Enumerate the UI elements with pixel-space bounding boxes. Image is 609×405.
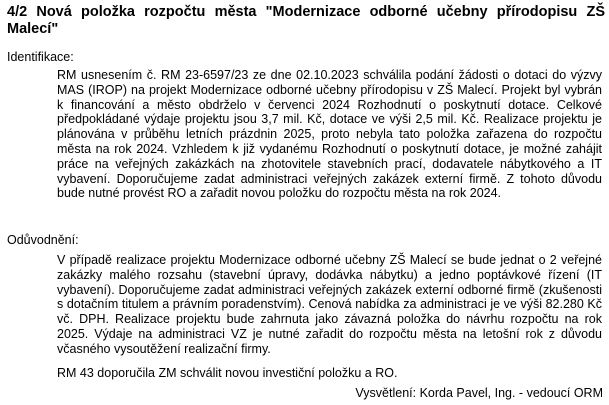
explained-by-signature: Vysvětlení: Korda Pavel, Ing. - vedoucí ORM — [355, 386, 603, 400]
justification-closing-line: RM 43 doporučila ZM schválit novou investiční položku a RO. — [57, 366, 398, 380]
agenda-item-heading: 4/2 Nová položka rozpočtu města "Modernizace odborné učebny přírodopisu ZŠ Malecí" — [7, 4, 605, 37]
justification-label: Odůvodnění: — [7, 233, 79, 247]
identification-label: Identifikace: — [7, 50, 74, 64]
justification-paragraph: V případě realizace projektu Modernizace odborné učebny ZŠ Malecí se bude jednat o 2 veřejné zakázky malého rozsahu (stavební úpravy, dodávka nábytku) a jedno poptávkové řízení (IT vybavení). Doporučujeme zadat administraci veřejných zakázek externí odborné firmě (zkušenosti s dotačním titulem a právním poradenstvím). Cenová nabídka za administraci je ve výši 82.280 Kč vč. DPH. Realizace projektu bude zahrnuta jako závazná položka do návrhu rozpočtu na rok 2025. Výdaje na administraci VZ je nutné zařadit do rozpočtu města na letošní rok z důvodu včasného vysoutěžení realizační firmy. — [57, 253, 602, 356]
identification-paragraph: RM usnesením č. RM 23-6597/23 ze dne 02.10.2023 schválila podání žádosti o dotaci do výzvy MAS (IROP) na projekt Modernizace odborné učebny přírodopisu v ZŠ Malecí. Projekt byl vybrán k financování a město obdrželo v červenci 2024 Rozhodnutí o poskytnutí dotace. Celkové předpokládané výdaje projektu jsou 3,7 mil. Kč, dotace ve výši 2,5 mil. Kč. Realizace projektu je plánována v průběhu letních prázdnin 2025, proto nebyla tato položka zařazena do rozpočtu města na rok 2024. Vzhledem k již vydanému Rozhodnutí o poskytnutí dotace, je možné zahájit práce na veřejných zakázkách na zhotovitele stavebních prací, dodavatele nábytkového a IT vybavení. Doporučujeme zadat administraci veřejných zakázek externí firmě. Z tohoto důvodu bude nutné provést RO a zařadit novou položku do rozpočtu města na rok 2024. — [57, 68, 602, 201]
